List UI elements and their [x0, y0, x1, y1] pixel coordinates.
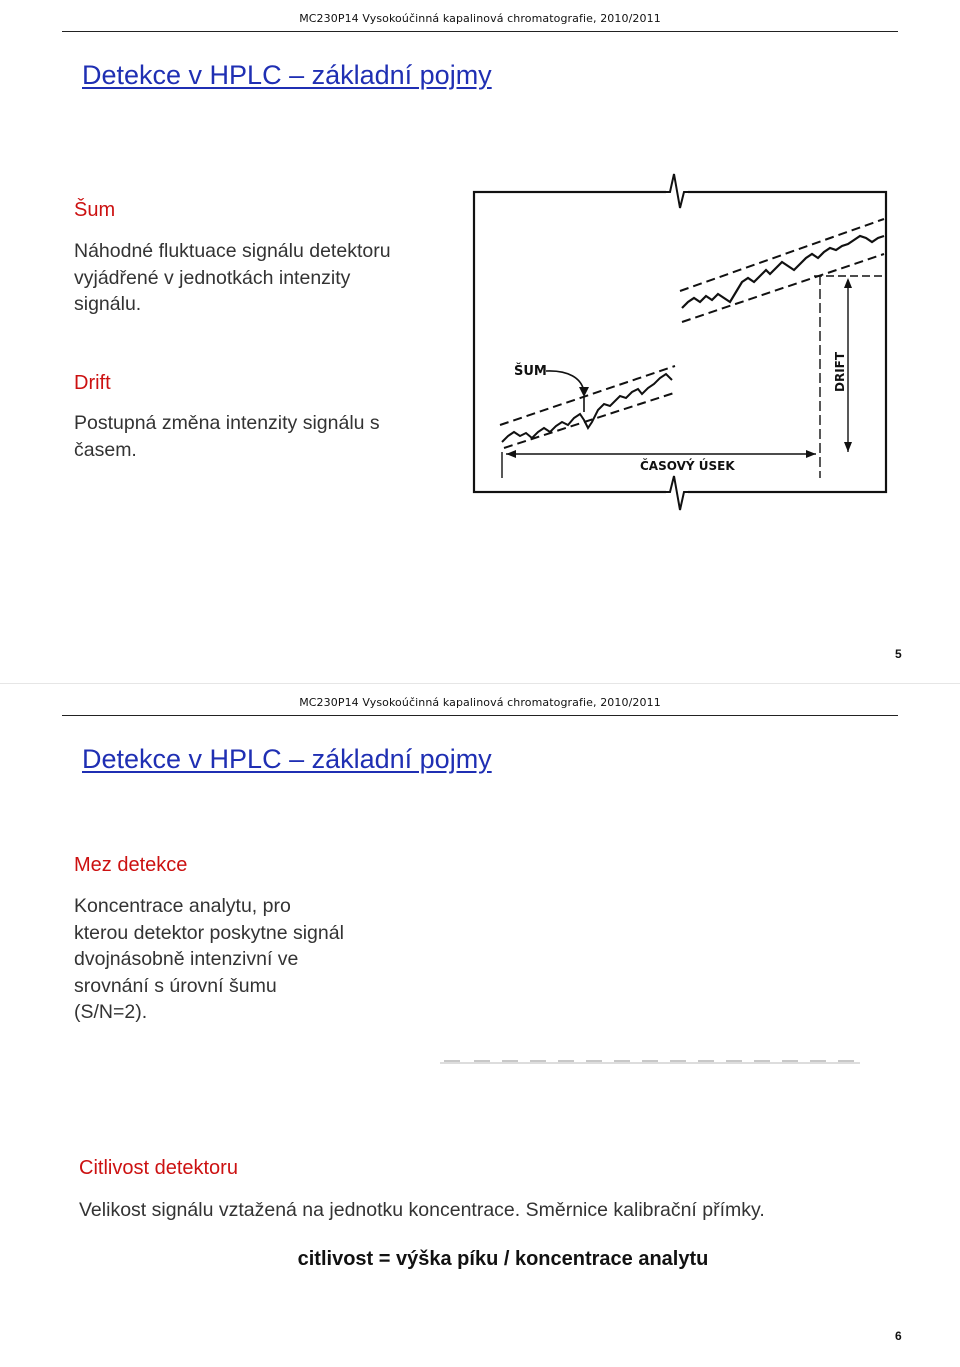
sensitivity-definition: Velikost signálu vztažená na jednotku koncentrace. Směrnice kalibrační přímky.: [79, 1199, 765, 1221]
faint-chromatogram-strip: [440, 1058, 865, 1066]
axis-break-top: [664, 174, 690, 208]
figure-frame: [474, 192, 886, 492]
slide-6: [0, 684, 960, 1367]
drift-heading: Drift: [74, 372, 111, 394]
noise-signal-upper: [682, 236, 884, 308]
slide-5: [0, 0, 960, 683]
page-number: 5: [895, 647, 902, 661]
header-rule: [62, 31, 898, 32]
sensitivity-heading: Citlivost detektoru: [79, 1157, 238, 1179]
axis-break-bottom: [664, 476, 690, 510]
slide-title: Detekce v HPLC – základní pojmy: [82, 60, 492, 90]
sensitivity-formula: citlivost = výška píku / koncentrace analytu: [297, 1248, 709, 1270]
page-number: 6: [895, 1329, 902, 1343]
header-rule: [62, 715, 898, 716]
label-sum-arrow: [546, 371, 584, 392]
slide-header: MC230P14 Vysokoúčinná kapalinová chromatografie, 2010/2011: [299, 12, 661, 25]
label-sum: ŠUM: [514, 364, 547, 379]
detection-limit-definition: Koncentrace analytu, pro kterou detektor poskytne signál dvojnásobně intenzivní ve srovnání s úrovní šumu (S/N=2).: [74, 895, 344, 1023]
noise-signal-lower: [502, 374, 672, 442]
detection-limit-heading: Mez detekce: [74, 854, 188, 876]
slide-header: MC230P14 Vysokoúčinná kapalinová chromatografie, 2010/2011: [299, 696, 661, 709]
noise-band-upper-upper: [680, 219, 884, 291]
noise-band-upper-lower: [682, 254, 884, 322]
label-time: ČASOVÝ ÚSEK: [640, 459, 735, 473]
noise-drift-figure: [470, 170, 890, 515]
noise-heading: Šum: [74, 199, 116, 221]
noise-band-lower-lower: [504, 392, 677, 448]
label-drift: DRIFT: [833, 351, 847, 392]
noise-definition: Náhodné fluktuace signálu detektoru vyjádřené v jednotkách intenzity signálu.: [74, 240, 391, 315]
slide-title: Detekce v HPLC – základní pojmy: [82, 744, 492, 774]
drift-definition: Postupná změna intenzity signálu s časem.: [74, 412, 380, 461]
